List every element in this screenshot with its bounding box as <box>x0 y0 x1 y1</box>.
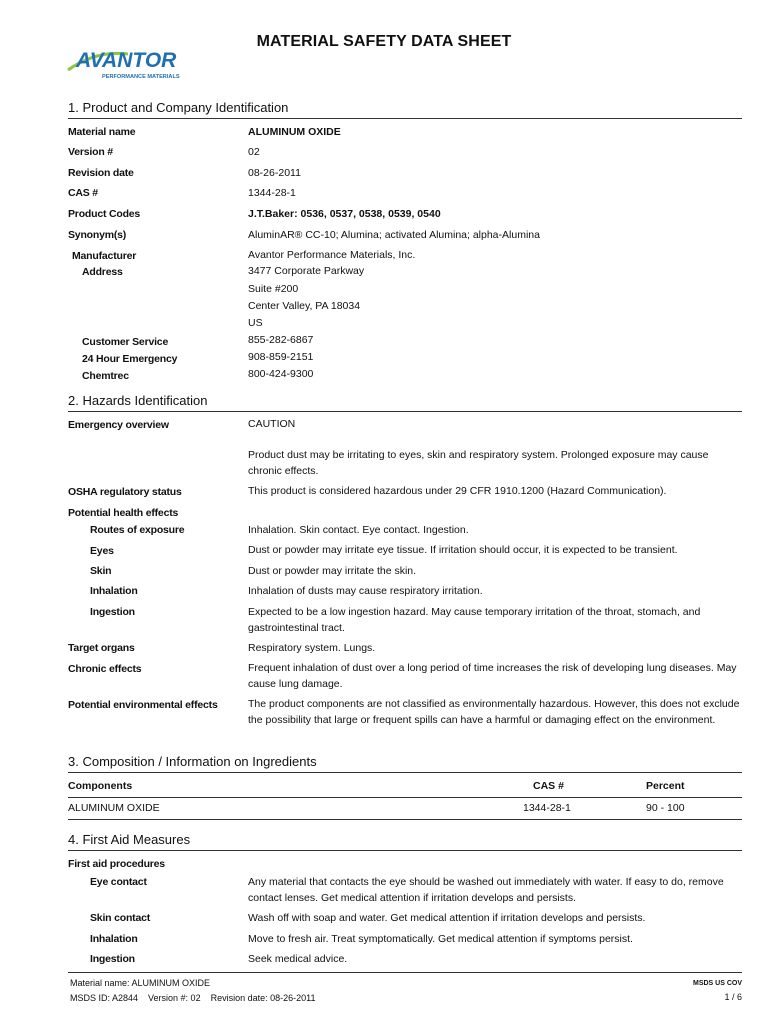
chemtrec-value: 800-424-9300 <box>248 368 314 380</box>
footer-doc-code: MSDS US COV <box>692 980 742 987</box>
synonyms-label: Synonym(s) <box>68 229 127 241</box>
footer-ids: MSDS ID: A2844 Version #: 02 Revision date: 08-26-2011 <box>70 993 316 1003</box>
first-aid-procedures-label: First aid procedures <box>68 858 165 870</box>
first-aid-inhalation-value: Move to fresh air. Treat symptomatically. Get medical attention if symptoms persist. <box>248 933 633 945</box>
chronic-effects-label: Chronic effects <box>68 663 142 675</box>
address-line-3: Center Valley, PA 18034 <box>248 300 361 312</box>
col-percent: Percent <box>646 780 685 792</box>
osha-status-value: This product is considered hazardous under 29 CFR 1910.1200 (Hazard Communication). <box>248 485 667 497</box>
target-organs-value: Respiratory system. Lungs. <box>248 642 376 654</box>
chemtrec-label: Chemtrec <box>82 370 129 382</box>
logo-subtitle: PERFORMANCE MATERIALS <box>102 74 180 80</box>
skin-contact-value: Wash off with soap and water. Get medical attention if irritation develops and persists. <box>248 912 646 924</box>
footer-material: Material name: ALUMINUM OXIDE <box>70 978 211 988</box>
first-aid-ingestion-value: Seek medical advice. <box>248 953 348 965</box>
section-4-heading: 4. First Aid Measures <box>68 832 742 851</box>
skin-value: Dust or powder may irritate the skin. <box>248 565 417 577</box>
address-line-1: 3477 Corporate Parkway <box>248 265 365 277</box>
inhalation-label: Inhalation <box>90 585 138 597</box>
emergency-overview-label: Emergency overview <box>68 419 169 431</box>
eye-contact-value: Any material that contacts the eye should be washed out immediately with water. If easy to do, remove contact lenses. Get medical attention if irritation develops and persists. <box>248 876 724 904</box>
osha-status-label: OSHA regulatory status <box>68 486 182 498</box>
environmental-effects-label: Potential environmental effects <box>68 699 218 711</box>
material-name-value: ALUMINUM OXIDE <box>248 126 341 138</box>
emergency-value: 908-859-2151 <box>248 351 314 363</box>
footer-divider <box>68 972 742 973</box>
routes-value: Inhalation. Skin contact. Eye contact. Ingestion. <box>248 524 469 536</box>
manufacturer-label: Manufacturer <box>72 250 137 262</box>
eyes-label: Eyes <box>90 545 114 557</box>
footer-page-number: 1 / 6 <box>724 992 742 1002</box>
product-codes-label: Product Codes <box>68 208 141 220</box>
eyes-value: Dust or powder may irritate eye tissue. If irritation should occur, it is expected to be transient. <box>248 544 678 556</box>
emergency-overview-text: Product dust may be irritating to eyes, skin and respiratory system. Prolonged exposure may cause chronic effects. <box>248 449 709 477</box>
synonyms-value: AluminAR® CC-10; Alumina; activated Alumina; alpha-Alumina <box>248 229 540 241</box>
customer-service-label: Customer Service <box>82 336 169 348</box>
address-label: Address <box>82 266 123 278</box>
target-organs-label: Target organs <box>68 642 135 654</box>
address-line-4: US <box>248 317 263 329</box>
row-percent: 90 - 100 <box>646 802 685 814</box>
version-value: 02 <box>248 146 260 158</box>
inhalation-value: Inhalation of dusts may cause respiratory irritation. <box>248 585 483 597</box>
health-effects-label: Potential health effects <box>68 507 179 519</box>
page-title: MATERIAL SAFETY DATA SHEET <box>256 33 512 50</box>
material-name-label: Material name <box>68 126 136 138</box>
section-3-heading: 3. Composition / Information on Ingredients <box>68 754 742 773</box>
table-row <box>68 797 742 820</box>
emergency-label: 24 Hour Emergency <box>82 353 178 365</box>
routes-label: Routes of exposure <box>90 524 185 536</box>
revision-date-label: Revision date <box>68 167 134 179</box>
cas-value: 1344-28-1 <box>248 187 296 199</box>
address-line-2: Suite #200 <box>248 283 299 295</box>
skin-contact-label: Skin contact <box>90 912 151 924</box>
col-cas: CAS # <box>533 780 564 792</box>
version-label: Version # <box>68 146 113 158</box>
cas-label: CAS # <box>68 187 98 199</box>
customer-service-value: 855-282-6867 <box>248 334 314 346</box>
first-aid-inhalation-label: Inhalation <box>90 933 138 945</box>
logo-wordmark: AVANTOR <box>76 49 177 72</box>
manufacturer-value: Avantor Performance Materials, Inc. <box>248 249 416 261</box>
skin-label: Skin <box>90 565 112 577</box>
section-1-heading: 1. Product and Company Identification <box>68 100 742 119</box>
environmental-effects-value: The product components are not classified as environmentally hazardous. However, this does not exclude the possibility that large or frequent spills can have a harmful or damaging effect on the environment. <box>248 698 740 726</box>
first-aid-ingestion-label: Ingestion <box>90 953 135 965</box>
row-cas: 1344-28-1 <box>523 802 571 814</box>
product-codes-value: J.T.Baker: 0536, 0537, 0538, 0539, 0540 <box>248 208 441 220</box>
eye-contact-label: Eye contact <box>90 876 147 888</box>
chronic-effects-value: Frequent inhalation of dust over a long period of time increases the risk of developing lung diseases. May cause lung damage. <box>248 662 737 690</box>
revision-date-value: 08-26-2011 <box>248 167 301 179</box>
ingestion-value: Expected to be a low ingestion hazard. May cause temporary irritation of the throat, stomach, and gastrointestinal tract. <box>248 606 701 634</box>
col-components: Components <box>68 780 133 792</box>
section-2-heading: 2. Hazards Identification <box>68 393 742 412</box>
emergency-overview-signal: CAUTION <box>248 418 296 430</box>
ingestion-label: Ingestion <box>90 606 135 618</box>
row-component: ALUMINUM OXIDE <box>68 802 160 814</box>
composition-table-header <box>68 775 742 798</box>
